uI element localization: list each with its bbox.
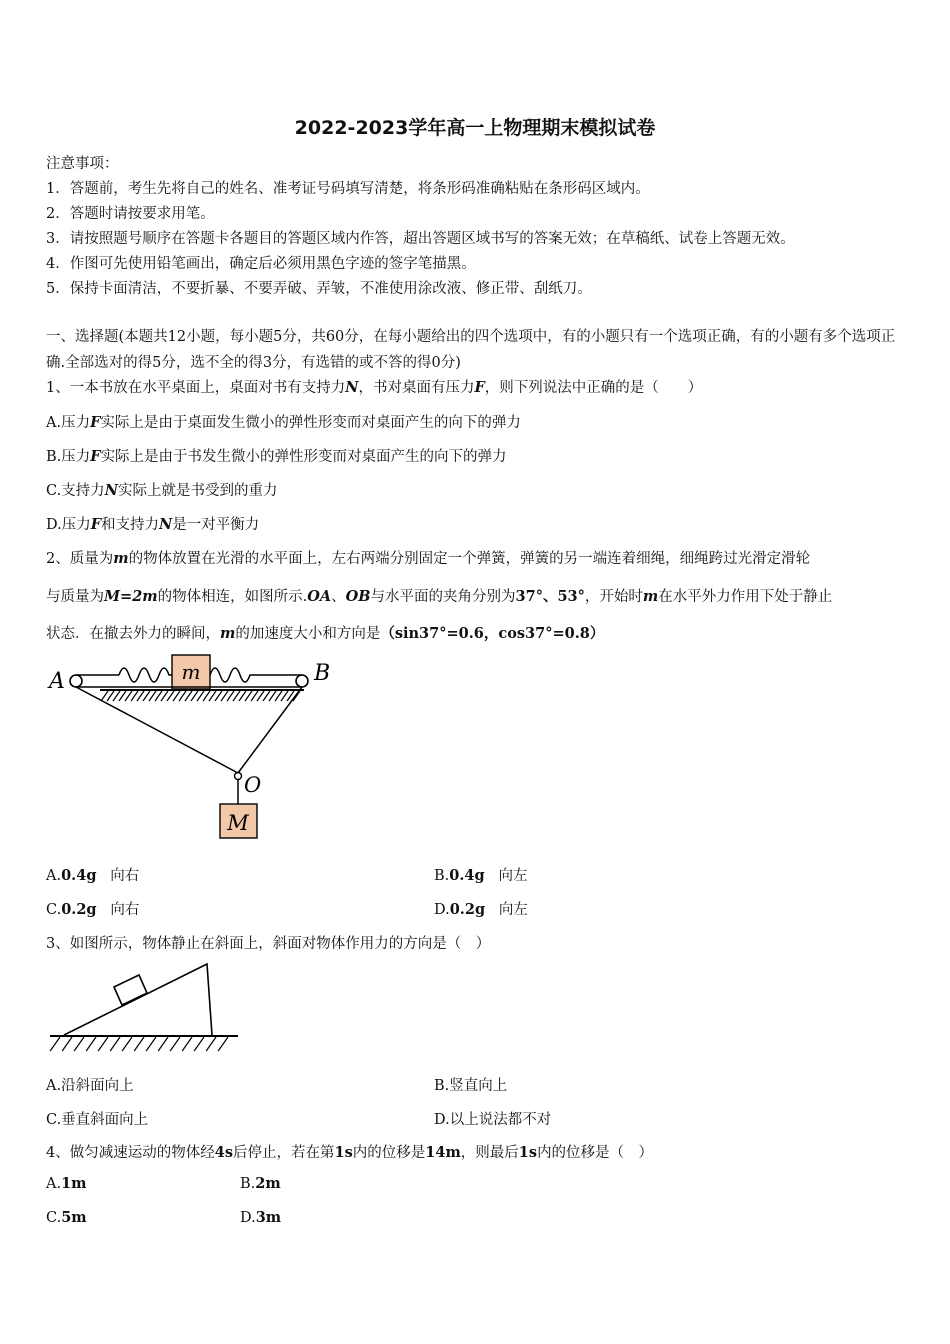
hatch-mark xyxy=(122,1037,132,1051)
q2-trig-values: （sin37°=0.6，cos37°=0.8） xyxy=(380,625,605,642)
q2-angles: 37°、53° xyxy=(515,588,585,605)
block-big-m-label: M xyxy=(227,811,249,835)
q4-time: 1s xyxy=(334,1144,353,1161)
q4-option-c-letter: C. xyxy=(46,1210,62,1226)
q3-incline-figure xyxy=(44,960,244,1060)
q4-option-a[interactable] xyxy=(46,1175,87,1192)
q1-option-b-text: B.压力 xyxy=(46,449,91,465)
figure-label-a: A xyxy=(49,669,65,694)
figure-label-o: O xyxy=(244,773,262,797)
q1-option-d-text: 和支持力 xyxy=(101,517,160,533)
hatch-mark xyxy=(209,691,216,701)
hatch-mark xyxy=(263,691,270,701)
q1-option-a-text: A.压力 xyxy=(46,415,91,431)
hatch-mark xyxy=(206,1037,216,1051)
q1-stem-text: ，书对桌面有压力 xyxy=(358,380,475,396)
q2-option-d-letter: D. xyxy=(434,902,450,918)
q2-stem-text: 2、质量为 xyxy=(46,551,114,567)
q2-option-d-value: 0.2g xyxy=(449,901,486,918)
q2-stem-text: 的物体相连，如图所示. xyxy=(157,589,308,605)
q1-option-c[interactable] xyxy=(46,479,277,500)
q4-option-b-letter: B. xyxy=(240,1176,256,1192)
hatch-mark xyxy=(233,691,240,701)
spring-left-icon xyxy=(119,668,172,682)
q2-option-b-direction: 向左 xyxy=(498,868,528,884)
notice-item-4: 4．作图可先使用铅笔画出，确定后必须用黑色字迹的签字笔描黑。 xyxy=(46,256,476,272)
q2-stem-text: 的物体放置在光滑的水平面上，左右两端分别固定一个弹簧，弹簧的另一端连着细绳，细绳跨过光滑定滑轮 xyxy=(128,551,811,567)
hatch-mark xyxy=(245,691,252,701)
q4-option-a-letter: A. xyxy=(46,1176,62,1192)
hatch-mark xyxy=(293,691,300,701)
notice-item-3: 3．请按照题号顺序在答题卡各题目的答题区域内作答，超出答题区域书写的答案无效；在草稿纸、试卷上答题无效。 xyxy=(46,231,795,247)
pulley-b-icon xyxy=(296,675,308,687)
q4-time: 1s xyxy=(518,1144,538,1161)
q4-option-d-value: 3m xyxy=(255,1209,282,1226)
q4-option-d[interactable] xyxy=(240,1209,281,1226)
hatch-mark xyxy=(251,691,258,701)
page-title: 2022-2023学年高一上物理期末模拟试卷 xyxy=(294,117,656,139)
hatch-mark xyxy=(113,691,120,701)
q2-var-m: m xyxy=(642,588,659,605)
hatch-mark xyxy=(182,1037,192,1051)
q2-option-c-letter: C. xyxy=(46,902,62,918)
q4-stem-text: 后停止，若在第 xyxy=(233,1145,335,1161)
q2-option-a-direction: 向右 xyxy=(110,868,140,884)
q2-option-d-direction: 向左 xyxy=(498,902,528,918)
q2-option-b-letter: B. xyxy=(434,868,450,884)
hatch-mark xyxy=(221,691,228,701)
hatch-mark xyxy=(107,691,114,701)
hatch-mark xyxy=(194,1037,204,1051)
q4-stem-text: ，则最后 xyxy=(460,1145,519,1161)
hatch-mark xyxy=(50,1037,60,1051)
q1-option-d-var: N xyxy=(159,516,173,533)
q2-stem-text: ，开始时 xyxy=(584,589,643,605)
hatch-mark xyxy=(161,691,168,701)
q4-option-b-value: 2m xyxy=(255,1175,281,1192)
q2-var-oa: OA xyxy=(307,588,332,605)
hatch-mark xyxy=(197,691,204,701)
q2-stem-line-3 xyxy=(46,622,604,643)
hatch-mark xyxy=(179,691,186,701)
q2-stem-line-2 xyxy=(46,585,832,606)
q1-option-b-text: 实际上是由于书发生微小的弹性形变而对桌面产生的向下的弹力 xyxy=(100,449,507,465)
q2-option-b[interactable] xyxy=(434,864,527,885)
hatch-mark xyxy=(203,691,210,701)
notice-item-1: 1．答题前，考生先将自己的姓名、准考证号码填写清楚，将条形码准确粘贴在条形码区域内。 xyxy=(46,181,650,197)
q4-time: 4s xyxy=(214,1144,233,1161)
hatch-mark xyxy=(170,1037,180,1051)
hatch-mark xyxy=(185,691,192,701)
q4-option-c-value: 5m xyxy=(61,1209,87,1226)
hatch-mark xyxy=(74,1037,84,1051)
q1-var-n: N xyxy=(345,379,359,396)
q1-option-d-var: F xyxy=(90,516,102,533)
q2-stem-text: 、 xyxy=(331,589,346,605)
block-on-incline xyxy=(114,975,147,1005)
hatch-mark xyxy=(146,1037,156,1051)
q4-displacement: 14m xyxy=(425,1144,461,1161)
q2-option-a-value: 0.4g xyxy=(61,867,97,884)
q1-option-b-var: F xyxy=(90,448,101,465)
hatch-mark xyxy=(98,1037,108,1051)
knot-o-icon xyxy=(235,773,242,780)
q4-option-b[interactable] xyxy=(240,1175,281,1192)
notice-item-5: 5．保持卡面清洁，不要折暴、不要弄破、弄皱，不准使用涂改液、修正带、刮纸刀。 xyxy=(46,281,592,297)
section-heading: 一、选择题(本题共12小题，每小题5分，共60分，在每小题给出的四个选项中，有的小题只有一个选项正确，有的小题有多个选项正确.全部选对的得5分，选不全的得3分，有选错的或不答的得0分) xyxy=(46,329,896,371)
q3-stem: 3、如图所示，物体静止在斜面上，斜面对物体作用力的方向是（ ） xyxy=(46,936,491,952)
q2-stem-line-1 xyxy=(46,547,810,568)
hatch-mark xyxy=(137,691,144,701)
q2-pulley-figure xyxy=(44,650,334,845)
q4-stem xyxy=(46,1141,653,1162)
q2-option-c[interactable] xyxy=(46,898,139,919)
hatch-mark xyxy=(227,691,234,701)
hatch-mark xyxy=(149,691,156,701)
hatch-mark xyxy=(134,1037,144,1051)
hatch-mark xyxy=(239,691,246,701)
spring-right-icon xyxy=(210,668,259,682)
q4-stem-text: 内的位移是（ ） xyxy=(537,1145,654,1161)
q1-stem-text: ，则下列说法中正确的是（ ） xyxy=(484,380,703,396)
q1-option-d-text: D.压力 xyxy=(46,517,91,533)
q4-stem-text: 4、做匀减速运动的物体经 xyxy=(46,1145,215,1161)
q2-stem-text: 的加速度大小和方向是 xyxy=(235,626,381,642)
hatch-mark xyxy=(155,691,162,701)
q2-var-big-m: M=2m xyxy=(104,588,158,605)
q1-option-c-text: C.支持力 xyxy=(46,483,105,499)
q2-stem-text: 与质量为 xyxy=(46,589,104,605)
hatch-mark xyxy=(125,691,132,701)
q2-option-b-value: 0.4g xyxy=(449,867,485,884)
q1-option-d[interactable] xyxy=(46,513,259,534)
q1-option-c-var: N xyxy=(104,482,118,499)
q2-var-m: m xyxy=(113,550,129,567)
q4-stem-text: 内的位移是 xyxy=(352,1145,426,1161)
hatch-mark xyxy=(257,691,264,701)
hatch-mark xyxy=(218,1037,228,1051)
hatch-mark xyxy=(215,691,222,701)
hatch-mark xyxy=(101,691,108,701)
q2-option-d[interactable] xyxy=(434,898,528,919)
figure-label-b: B xyxy=(314,661,331,686)
rope-oa xyxy=(76,687,238,773)
q3-option-d[interactable]: D.以上说法都不对 xyxy=(434,1112,552,1128)
q1-option-b[interactable] xyxy=(46,445,507,466)
q1-stem-text: 1、一本书放在水平桌面上，桌面对书有支持力 xyxy=(46,380,346,396)
q1-option-a-text: 实际上是由于桌面发生微小的弹性形变而对桌面产生的向下的弹力 xyxy=(100,415,521,431)
hatch-mark xyxy=(281,691,288,701)
hatch-mark xyxy=(119,691,126,701)
q1-option-d-text: 是一对平衡力 xyxy=(172,517,260,533)
q2-option-c-value: 0.2g xyxy=(61,901,97,918)
q2-stem-text: 状态．在撤去外力的瞬间， xyxy=(46,626,220,642)
q1-option-a-var: F xyxy=(90,414,101,431)
notice-heading: 注意事项： xyxy=(46,156,119,172)
hatch-mark xyxy=(173,691,180,701)
q2-option-a[interactable] xyxy=(46,864,139,885)
q4-option-a-value: 1m xyxy=(61,1175,87,1192)
table-hatch xyxy=(101,691,300,701)
q4-option-c[interactable] xyxy=(46,1209,87,1226)
hatch-mark xyxy=(143,691,150,701)
hatch-mark xyxy=(158,1037,168,1051)
q4-option-d-letter: D. xyxy=(240,1210,256,1226)
q2-var-m: m xyxy=(220,625,236,642)
hatch-mark xyxy=(86,1037,96,1051)
hatch-mark xyxy=(167,691,174,701)
hatch-mark xyxy=(275,691,282,701)
q3-option-a[interactable]: A.沿斜面向上 xyxy=(46,1078,134,1094)
notice-item-2: 2．答题时请按要求用笔。 xyxy=(46,206,215,222)
q2-stem-text: 在水平外力作用下处于静止 xyxy=(658,589,833,605)
q2-option-c-direction: 向右 xyxy=(110,902,140,918)
hatch-mark xyxy=(110,1037,120,1051)
block-m-label: m xyxy=(181,660,201,684)
q3-option-b[interactable]: B.竖直向上 xyxy=(434,1078,508,1094)
q2-stem-text: 与水平面的夹角分别为 xyxy=(370,589,516,605)
hatch-mark xyxy=(269,691,276,701)
q2-option-a-letter: A. xyxy=(46,868,62,884)
ground-hatch xyxy=(50,1037,228,1051)
hatch-mark xyxy=(62,1037,72,1051)
q1-stem xyxy=(46,376,702,397)
q2-var-ob: OB xyxy=(345,588,371,605)
hatch-mark xyxy=(191,691,198,701)
hatch-mark xyxy=(131,691,138,701)
q3-option-c[interactable]: C.垂直斜面向上 xyxy=(46,1112,149,1128)
pulley-a-icon xyxy=(70,675,82,687)
q1-var-f: F xyxy=(474,379,485,396)
q1-option-a[interactable] xyxy=(46,411,521,432)
q1-option-c-text: 实际上就是书受到的重力 xyxy=(117,483,278,499)
